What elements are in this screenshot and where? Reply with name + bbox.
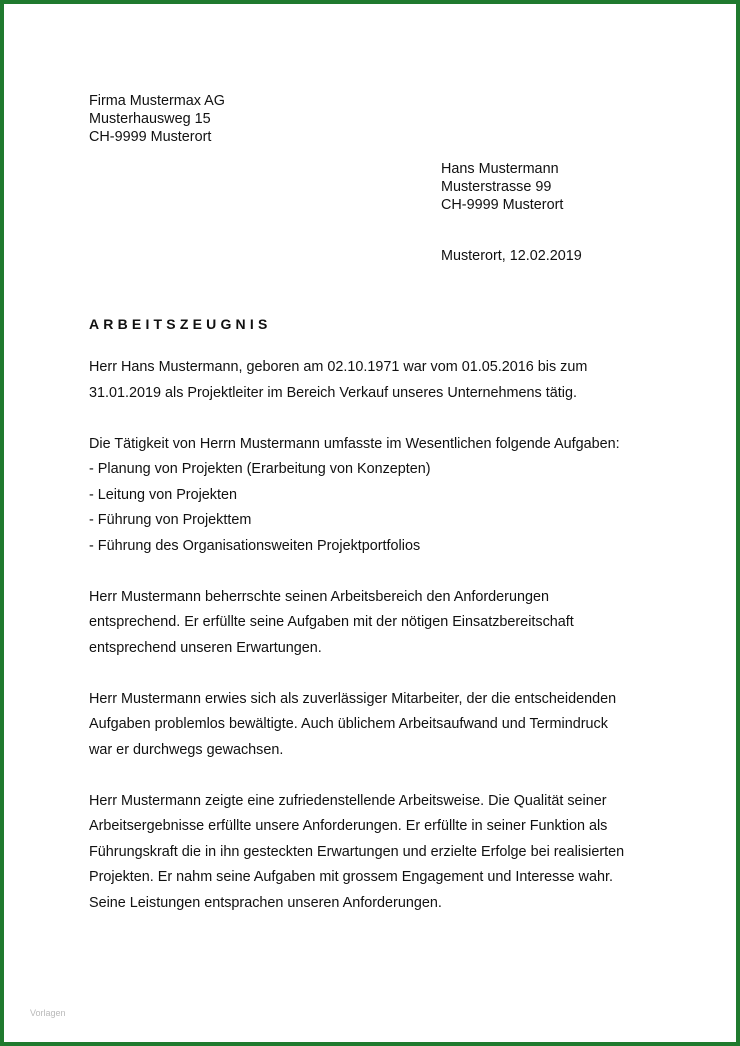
paragraph-performance (89, 585, 669, 662)
task-item: - Planung von Projekten (Erarbeitung von Konzepten) (89, 461, 431, 477)
paragraph-reliability (89, 687, 669, 764)
document-title: ARBEITSZEUGNIS (89, 316, 272, 332)
paragraph-line: Arbeitsergebnisse erfüllte unsere Anforderungen. Er erfüllte in seiner Funktion als (89, 818, 608, 834)
paragraph-line: Projekten. Er nahm seine Aufgaben mit grossem Engagement und Interesse wahr. (89, 869, 613, 885)
paragraph-line: entsprechend. Er erfüllte seine Aufgaben mit der nötigen Einsatzbereitschaft (89, 614, 574, 630)
paragraph-line: entsprechend unseren Erwartungen. (89, 639, 322, 656)
watermark-label: Vorlagen (30, 1008, 66, 1018)
task-item: - Leitung von Projekten (89, 486, 237, 503)
sender-address (89, 92, 225, 146)
paragraph-line: Herr Mustermann zeigte eine zufriedenstellende Arbeitsweise. Die Qualität seiner (89, 792, 607, 809)
recipient-name: Hans Mustermann (441, 161, 559, 177)
paragraph-line: Herr Mustermann beherrschte seinen Arbeitsbereich den Anforderungen (89, 588, 549, 605)
paragraph-work-quality (89, 789, 669, 917)
recipient-address (441, 160, 563, 214)
sender-city: CH-9999 Musterort (89, 129, 212, 145)
task-item: - Führung des Organisationsweiten Projektportfolios (89, 537, 421, 554)
letter-body (89, 355, 669, 942)
paragraph-line: Herr Mustermann erwies sich als zuverlässiger Mitarbeiter, der die entscheidenden (89, 690, 617, 707)
paragraph-line: war er durchwegs gewachsen. (89, 741, 284, 758)
paragraph-line: 31.01.2019 als Projektleiter im Bereich Verkauf unseres Unternehmens tätig. (89, 384, 577, 401)
paragraph-line: Aufgaben problemlos bewältigte. Auch üblichem Arbeitsaufwand und Termindruck (89, 716, 608, 732)
letter-date: Musterort, 12.02.2019 (441, 248, 582, 264)
paragraph-tasks (89, 432, 669, 560)
paragraph-line: Seine Leistungen entsprachen unseren Anforderungen. (89, 894, 442, 911)
paragraph-line: Führungskraft die in ihn gesteckten Erwartungen und erzielte Erfolge bei realisierten (89, 843, 625, 860)
recipient-city: CH-9999 Musterort (441, 197, 564, 213)
paragraph-line: Die Tätigkeit von Herrn Mustermann umfasste im Wesentlichen folgende Aufgaben: (89, 435, 620, 452)
task-item: - Führung von Projekttem (89, 512, 252, 528)
recipient-street: Musterstrasse 99 (441, 179, 552, 195)
paragraph-employment (89, 355, 669, 406)
sender-company: Firma Mustermax AG (89, 93, 225, 109)
paragraph-line: Herr Hans Mustermann, geboren am 02.10.1971 war vom 01.05.2016 bis zum (89, 359, 588, 375)
sender-street: Musterhausweg 15 (89, 111, 211, 127)
